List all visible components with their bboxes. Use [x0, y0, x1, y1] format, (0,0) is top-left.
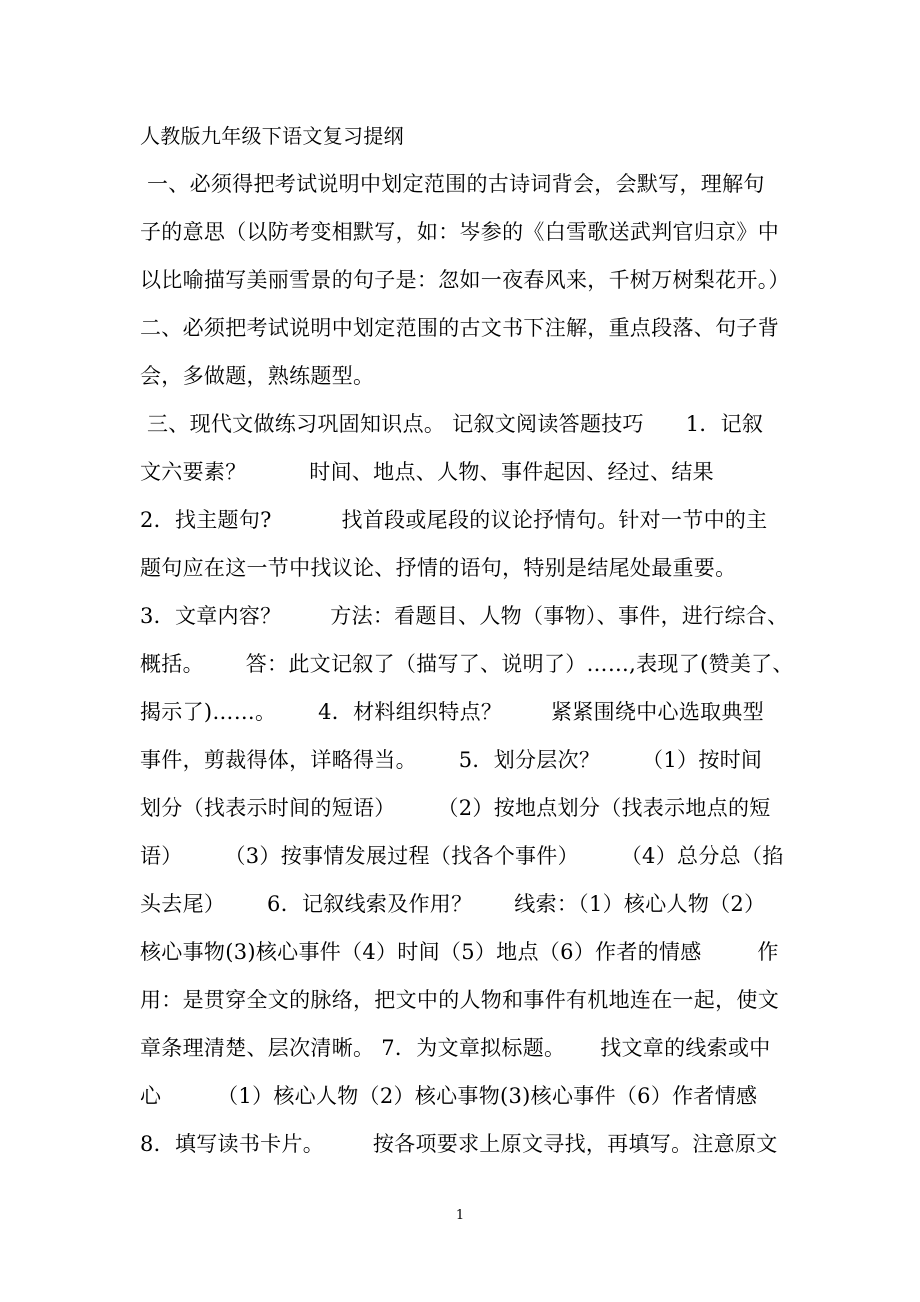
- body-line-14: 划分（找表示时间的短语） （2）按地点划分（找表示地点的短: [140, 796, 771, 820]
- body-line-16: 头去尾） 6．记叙线索及作用？ 线索：（1）核心人物（2）: [140, 892, 766, 916]
- body-line-20: 心 （1）核心人物（2）核心事物(3)核心事件（6）作者情感: [140, 1084, 758, 1108]
- body-line-15: 语） （3）按事情发展过程（找各个事件） （4）总分总（掐: [140, 844, 784, 868]
- body-line-17: 核心事物(3)核心事件（4）时间（5）地点（6）作者的情感 作: [140, 940, 779, 964]
- body-line-5: 会，多做题，熟练题型。: [140, 364, 375, 388]
- body-line-4: 二、必须把考试说明中划定范围的古文书下注解，重点段落、句子背: [140, 316, 779, 340]
- body-line-19: 章条理清楚、层次清晰。 7．为文章拟标题。 找文章的线索或中: [140, 1036, 771, 1060]
- body-line-12: 揭示了)……。 4．材料组织特点？ 紧紧围绕中心选取典型: [140, 700, 765, 724]
- body-line-2: 子的意思（以防考变相默写，如：岑参的《白雪歌送武判官归京》中: [140, 220, 779, 244]
- body-line-21: 8．填写读书卡片。 按各项要求上原文寻找，再填写。注意原文: [140, 1132, 778, 1156]
- page-number: 1: [455, 1208, 465, 1223]
- document-title: 人教版九年级下语文复习提纲: [140, 124, 404, 148]
- body-line-10: 3．文章内容？ 方法：看题目、人物（事物）、事件，进行综合、: [140, 604, 789, 628]
- body-line-1: 一、必须得把考试说明中划定范围的古诗词背会，会默写，理解句: [140, 172, 765, 196]
- body-line-7: 文六要素？ 时间、地点、人物、事件起因、经过、结果: [140, 460, 714, 484]
- body-line-6: 三、现代文做练习巩固知识点。 记叙文阅读答题技巧 1．记叙: [140, 412, 764, 436]
- body-line-11: 概括。 答：此文记叙了（描写了、说明了）……,表现了(赞美了、: [140, 652, 794, 676]
- body-line-13: 事件，剪裁得体，详略得当。 5．划分层次？ （1）按时间: [140, 748, 763, 772]
- body-line-18: 用：是贯穿全文的脉络，把文中的人物和事件有机地连在一起，使文: [140, 988, 779, 1012]
- body-line-3: 以比喻描写美丽雪景的句子是：忽如一夜春风来，千树万树梨花开。）: [140, 268, 790, 292]
- body-line-8: 2．找主题句? 找首段或尾段的议论抒情句。针对一节中的主: [140, 508, 768, 532]
- body-line-9: 题句应在这一节中找议论、抒情的语句，特别是结尾处最重要。: [140, 556, 737, 580]
